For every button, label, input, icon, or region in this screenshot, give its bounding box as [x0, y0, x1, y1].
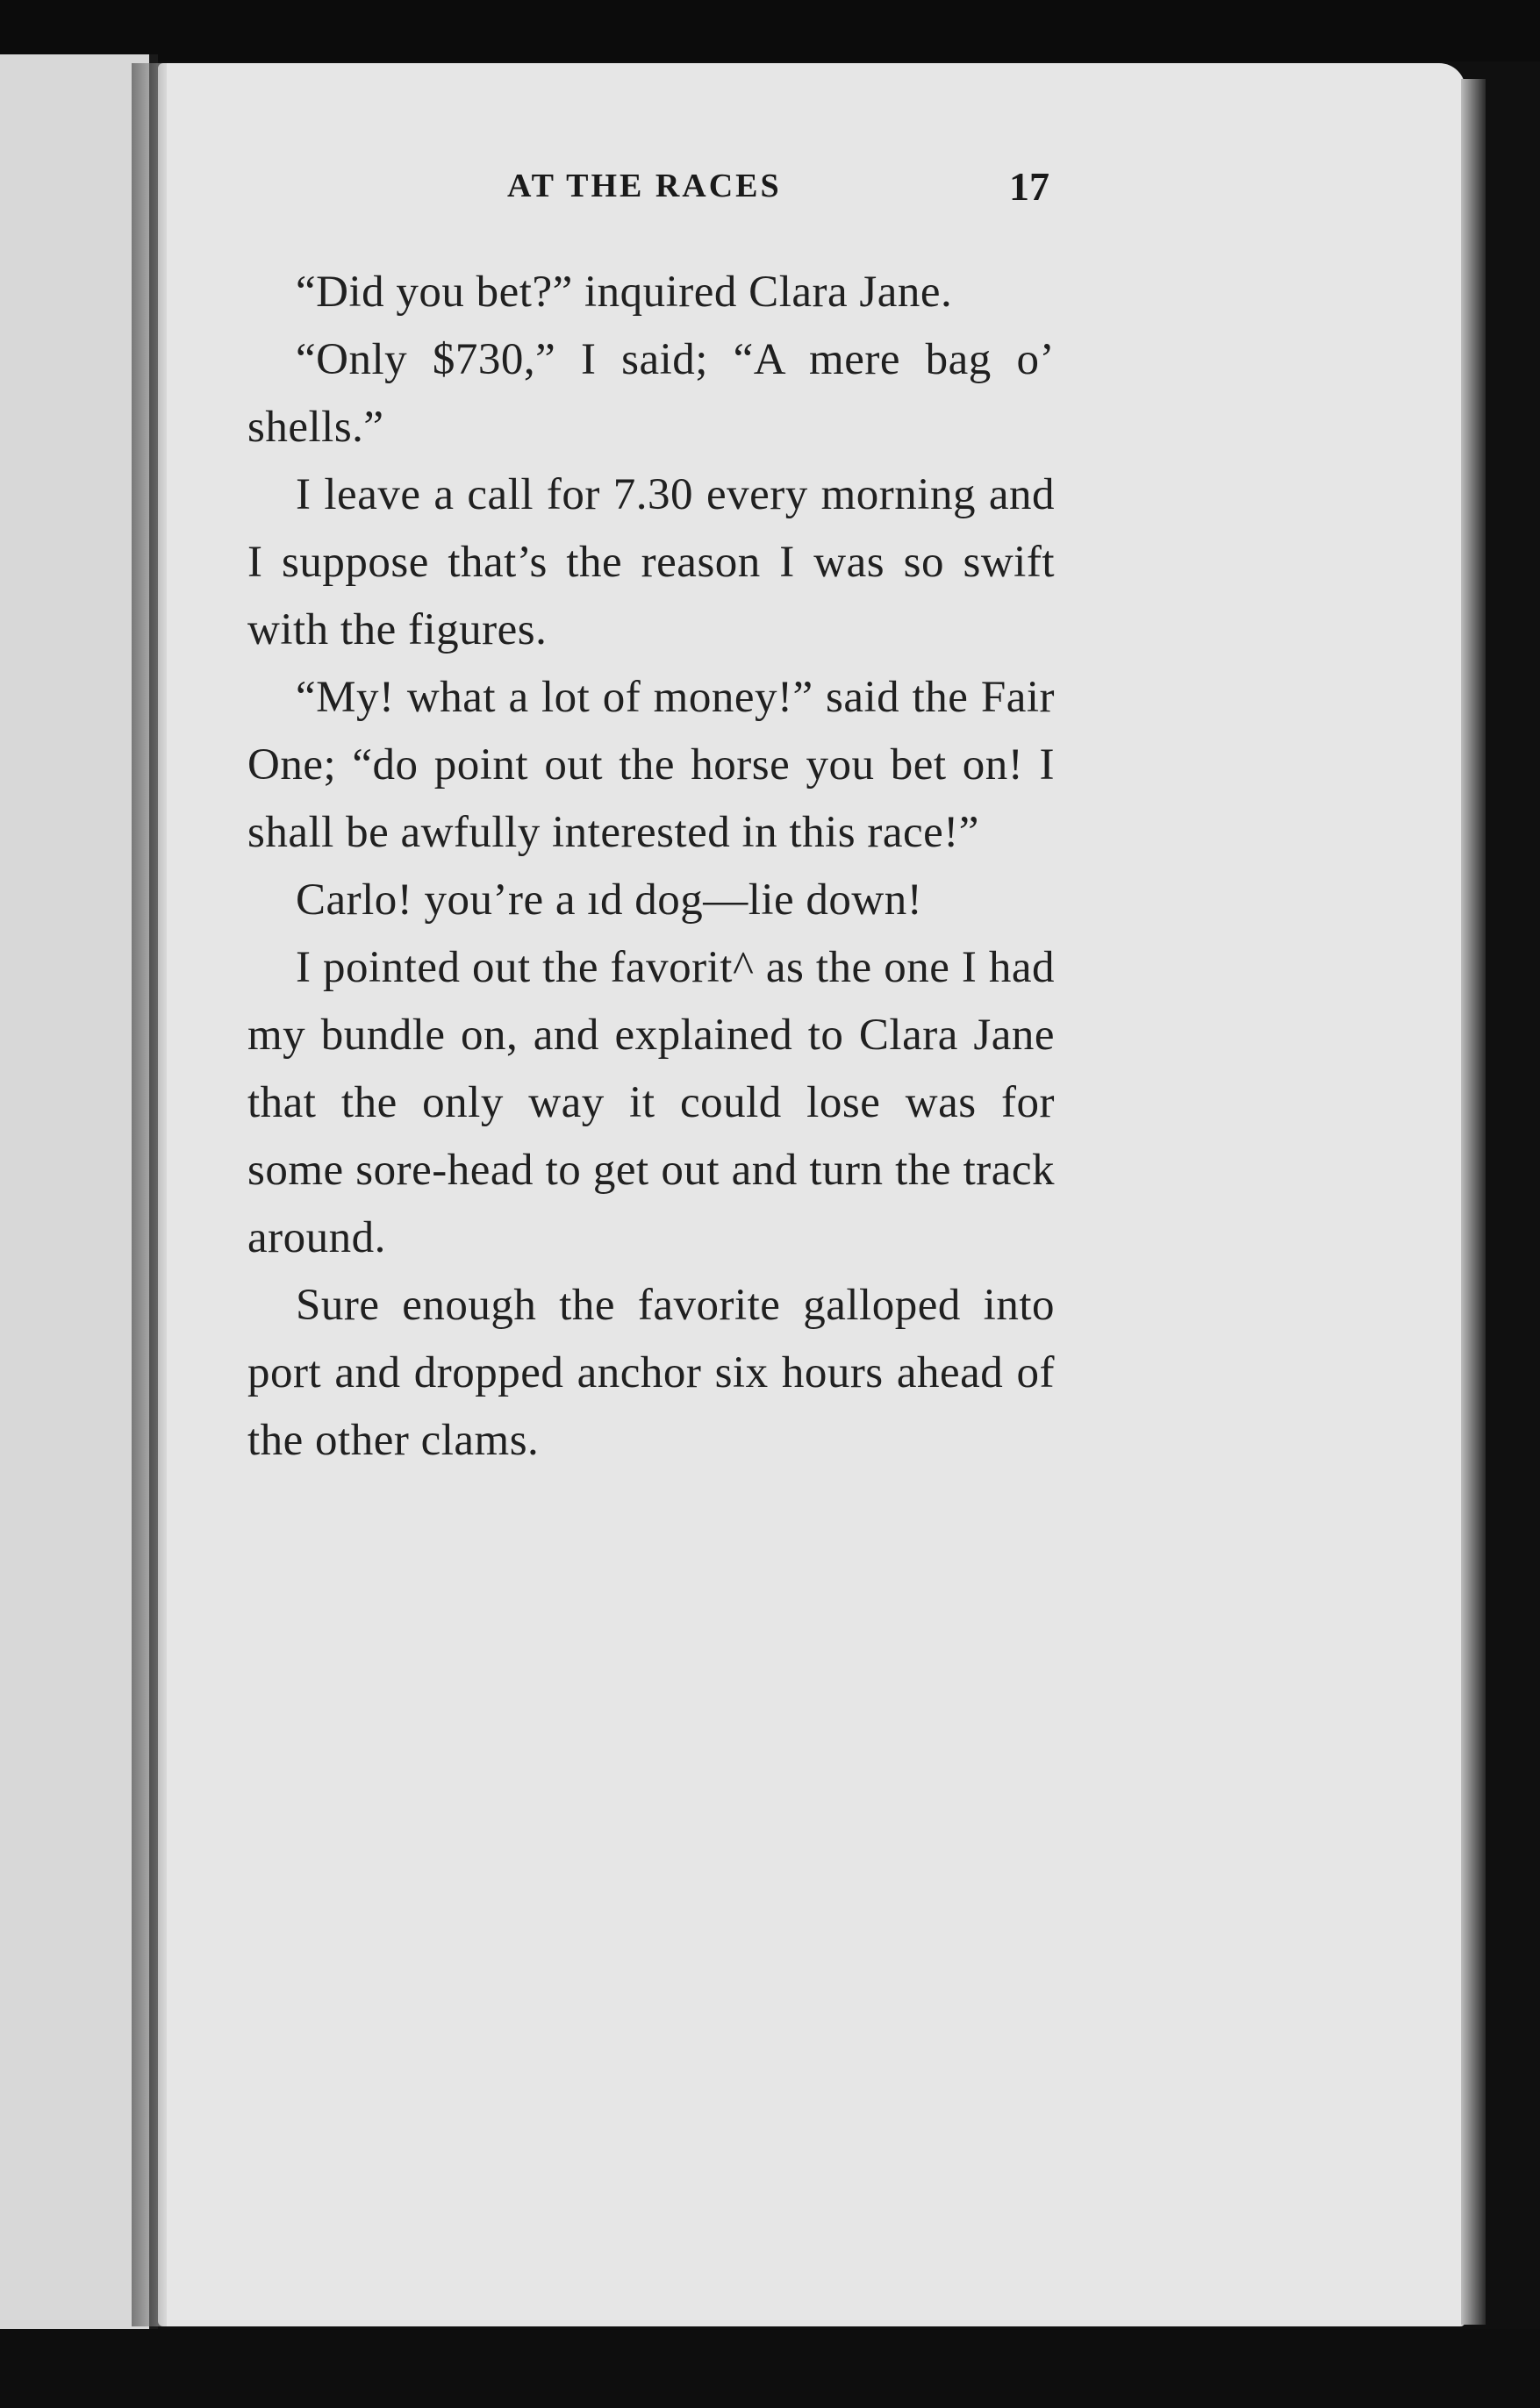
paragraph-4: “My! what a lot of money!” said the Fair One; “do point out the horse you bet on! I shall be awfully interested in this race!” [247, 673, 1055, 857]
paragraph-6: I pointed out the favorit^ as the one I had my bundle on, and explained to Clara Jane that the only way it could lose was for some sore-head to get out and turn the track around. [247, 943, 1055, 1262]
running-head [0, 164, 1540, 219]
paragraph-7: Sure enough the favorite galloped into port and dropped anchor six hours ahead of the other clams. [247, 1281, 1055, 1465]
binding-shadow [132, 63, 167, 2326]
scan-top-border [0, 0, 1540, 61]
paragraph-1: “Did you bet?” inquired Clara Jane. [296, 268, 953, 317]
page-right-edge [1461, 79, 1486, 2325]
scan-bottom-border [0, 2329, 1540, 2408]
paragraph-5: Carlo! you’re a ıd dog—lie down! [296, 875, 923, 925]
running-title: AT THE RACES [507, 168, 782, 204]
paragraph-2: “Only $730,” I said; “A mere bag o’ shells.” [247, 335, 1055, 452]
page-number: 17 [1009, 164, 1049, 209]
paragraph-3: I leave a call for 7.30 every morning and I suppose that’s the reason I was so swift with the figures. [247, 470, 1055, 654]
body-text [247, 259, 1055, 1475]
